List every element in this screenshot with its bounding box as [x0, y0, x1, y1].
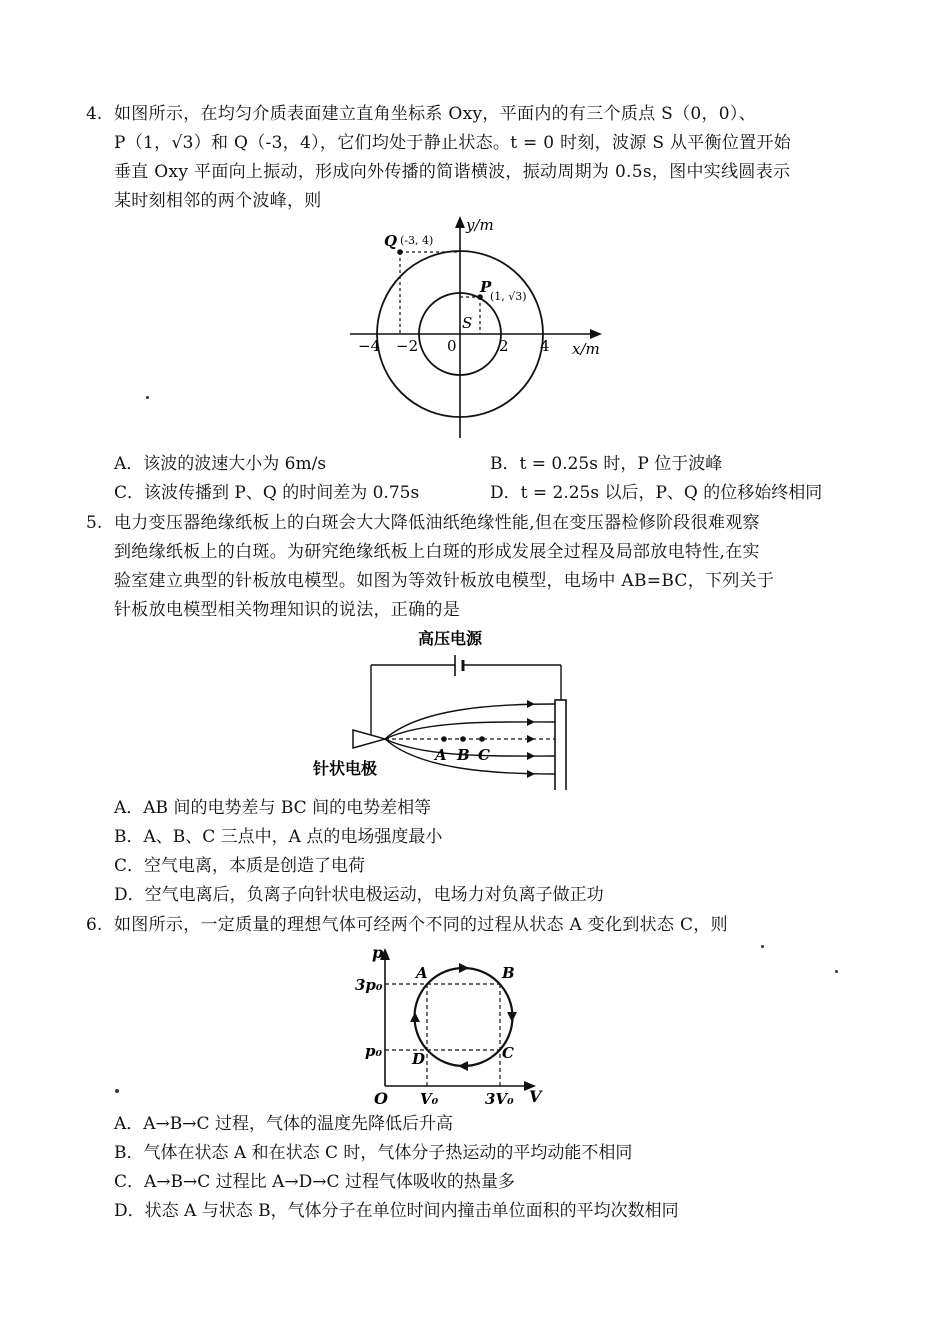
p-axis-label: p [372, 943, 384, 962]
q5-line-1: 电力变压器绝缘纸板上的白斑会大大降低油纸绝缘性能,但在变压器检修阶段很难观察 [114, 513, 760, 533]
q4-line-1: 如图所示，在均匀介质表面建立直角坐标系 Oxy，平面内的有三个质点 S（0，0）、 [114, 104, 757, 124]
needle-electrode [353, 730, 385, 748]
tick-3p0: 3p₀ [355, 976, 383, 994]
tick-3v0: 3V₀ [485, 1090, 514, 1108]
wave-figure [340, 210, 610, 445]
point-c [479, 736, 485, 742]
scan-speck [761, 945, 764, 948]
label-c: C [478, 746, 490, 764]
q4-option-d: D．t = 2.25s 以后，P、Q 的位移始终相同 [490, 483, 823, 503]
q5-number: 5. [86, 513, 103, 533]
state-c: C [502, 1044, 514, 1062]
tick-0: 0 [447, 337, 457, 355]
p-coord: (1, √3) [490, 290, 527, 303]
q6-option-c: C．A→B→C 过程比 A→D→C 过程气体吸收的热量多 [114, 1172, 515, 1192]
tick-p0: p₀ [365, 1042, 383, 1060]
q5-line-3: 验室建立典型的针板放电模型。如图为等效针板放电模型，电场中 AB=BC，下列关于 [114, 571, 775, 591]
q4-option-a: A．该波的波速大小为 6m/s [114, 454, 327, 474]
p-label: P [480, 278, 492, 296]
tick-neg4: −4 [358, 337, 381, 355]
needle-plate-figure [305, 620, 585, 790]
scan-speck [146, 396, 149, 399]
tick-2: 2 [499, 337, 509, 355]
source-label: 高压电源 [418, 629, 483, 648]
y-axis-label: y/m [466, 216, 494, 234]
state-d: D [412, 1050, 426, 1068]
q4-line-3: 垂直 Oxy 平面向上振动，形成向外传播的简谐横波，振动周期为 0.5s，图中实线圆表示 [114, 162, 791, 182]
process-circle [415, 968, 513, 1066]
q6-option-a: A．A→B→C 过程，气体的温度先降低后升高 [114, 1114, 453, 1134]
point-q [397, 249, 403, 255]
q6-line-1: 如图所示，一定质量的理想气体可经两个不同的过程从状态 A 变化到状态 C，则 [114, 915, 728, 935]
point-a [441, 736, 447, 742]
point-b [460, 736, 466, 742]
plate-electrode [555, 700, 566, 790]
s-label: S [462, 314, 473, 332]
q5-line-4: 针板放电模型相关物理知识的说法，正确的是 [114, 600, 460, 620]
q4-line-4: 某时刻相邻的两个波峰，则 [114, 191, 322, 211]
q5-option-b: B．A、B、C 三点中，A 点的电场强度最小 [114, 827, 443, 847]
scan-speck [115, 1089, 119, 1093]
q-coord: (-3, 4) [400, 234, 434, 247]
tick-v0: V₀ [420, 1090, 439, 1108]
label-b: B [457, 746, 470, 764]
q5-option-a: A．AB 间的电势差与 BC 间的电势差相等 [114, 798, 432, 818]
tick-4: 4 [540, 337, 550, 355]
pv-figure [350, 938, 550, 1108]
needle-label: 针状电极 [313, 759, 378, 778]
state-a: A [416, 964, 428, 982]
q4-option-c: C．该波传播到 P、Q 的时间差为 0.75s [114, 483, 420, 503]
q6-option-d: D．状态 A 与状态 B，气体分子在单位时间内撞击单位面积的平均次数相同 [114, 1201, 679, 1221]
q5-option-d: D．空气电离后，负离子向针状电极运动，电场力对负离子做正功 [114, 885, 604, 905]
q6-number: 6. [86, 915, 103, 935]
label-a: A [435, 746, 447, 764]
q4-line-2: P（1，√3）和 Q（-3，4），它们均处于静止状态。t = 0 时刻，波源 S 从平衡位置开始 [114, 133, 792, 153]
v-axis-label: V [529, 1087, 542, 1106]
q6-option-b: B．气体在状态 A 和在状态 C 时，气体分子热运动的平均动能不相同 [114, 1143, 633, 1163]
x-axis-arrow [590, 329, 602, 339]
tick-neg2: −2 [396, 337, 419, 355]
q4-number: 4. [86, 104, 103, 124]
state-b: B [502, 964, 515, 982]
origin-label: O [374, 1089, 388, 1108]
q5-option-c: C．空气电离，本质是创造了电荷 [114, 856, 366, 876]
q5-line-2: 到绝缘纸板上的白斑。为研究绝缘纸板上白斑的形成发展全过程及局部放电特性,在实 [114, 542, 760, 562]
y-axis-arrow [455, 216, 465, 228]
scan-speck [835, 970, 838, 973]
q-label: Q [384, 232, 398, 250]
q4-option-b: B．t = 0.25s 时，P 位于波峰 [490, 454, 723, 474]
x-axis-label: x/m [572, 340, 600, 358]
